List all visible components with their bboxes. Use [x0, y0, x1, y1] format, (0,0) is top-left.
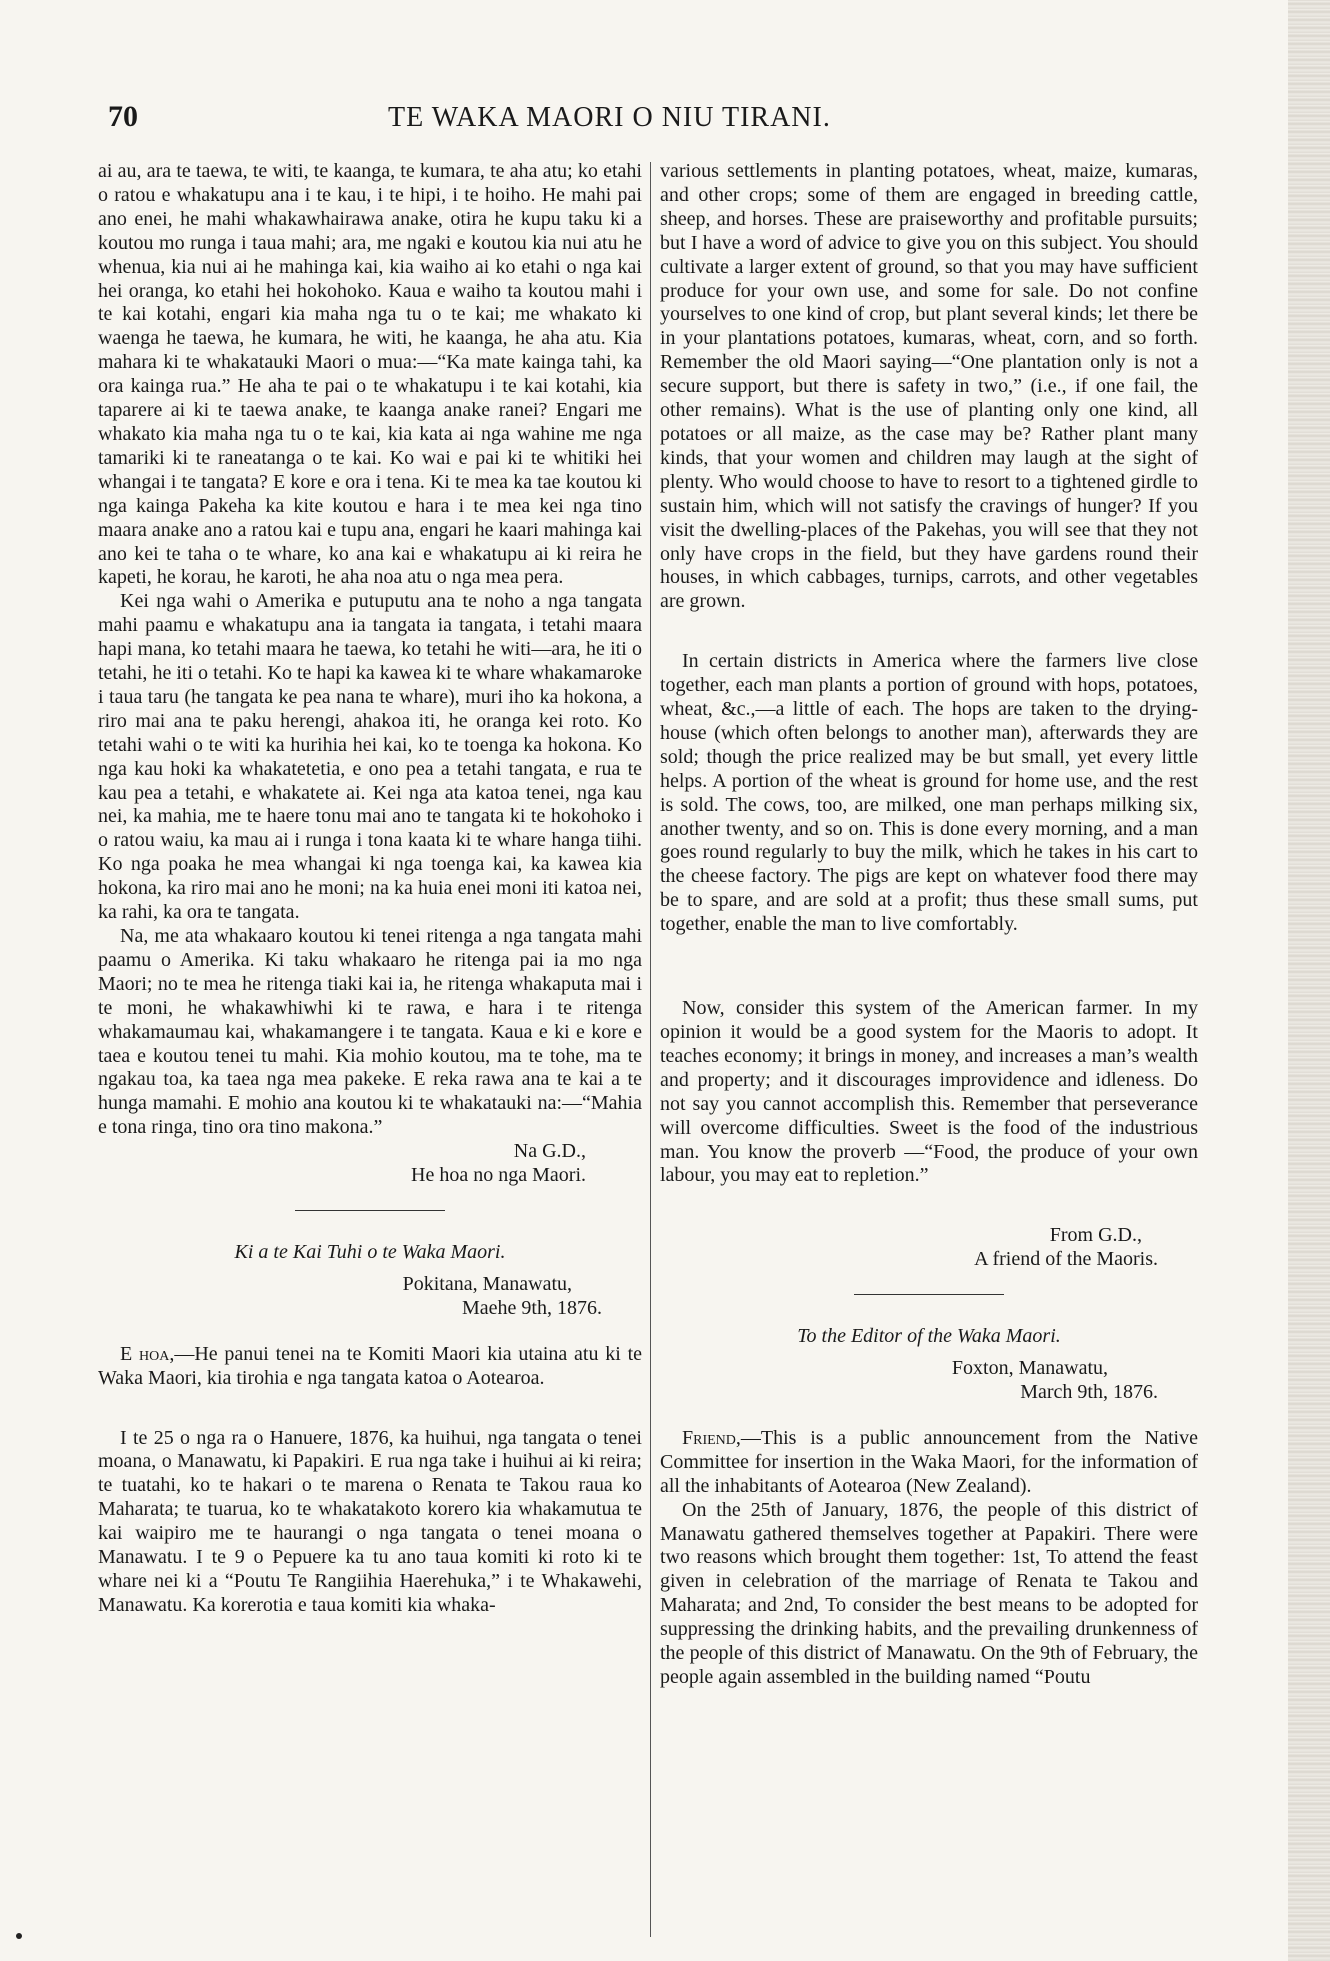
english-paragraph-5: On the 25th of January, 1876, the people of this district of Manawatu gathered themselves together at Papakiri. There were two reasons which brought them together: 1st, To attend the feast given in celebration of the marriage of Renata te Takou and Maharata; and 2nd, To consider the best means to be adopted for suppressing the drinking habits, and the prevailing drunkenness of the people of this district of Manawatu. On the 9th of February, the people again assembled in the building named “Poutu: [660, 1498, 1198, 1688]
english-paragraph-1: various settlements in planting potatoes, wheat, maize, kumaras, and other crops; some of them are engaged in breeding cattle, sheep, and horses. These are praiseworthy and profitable pursuits; but I have a word of advice to give you on this subject. You should cultivate a larger extent of ground, so that you may have sufficient produce for your own use, and some for sale. Do not confine yourselves to one kind of crop, but plant several kinds; let there be in your plantations potatoes, kumaras, wheat, corn, and so forth. Remember the old Maori saying—“One plantation only is not a secure support, but there is safety in two,” (i.e., if one fail, the other remains). What is the use of planting only one kind, all potatoes or all maize, as the case may be? Rather plant many kinds, that your women and children may laugh at the sight of plenty. Who would choose to have to resort to a tightened girdle to sustain him, which will not satisfy the cravings of hunger? If you visit the dwelling-places of the Pakehas, you will see that they not only have crops in the field, but they have gardens round their houses, in which cabbages, turnips, carrots, and other vegetables are grown.: [660, 160, 1198, 613]
english-salutation: Friend,: [682, 1426, 741, 1449]
maori-paragraph-1: ai au, ara te taewa, te witi, te kaanga, te kumara, te aha atu; ko etahi o ratou e whakatupu ana i te kau, i te hipi, i te hoiho. He mahi pai ano enei, he mahi whakawhairawa anake, otira he kupu taku ki a koutou mo runga i taua mahi; ara, me ngaki e koutou kia nui atu he whenua, kia nui ai he mahinga kai, kia waiho ai ko etahi o nga kai hei oranga, ko etahi hei hokohoko. Kaua e waiho ta koutou mahi i te kai kotahi, engari kia maha nga tu o te kai; me whakato ki waenga he taewa, he kumara, he witi, he kaanga, he aha atu. Kia mahara ki te whakatauki Maori o mua:—“Ka mate kainga tahi, ka ora kainga rua.” He aha te pai o te whakatupu i te kai kotahi, kia taparere ai ki te taewa anake, te kaanga anake ranei? Engari me whakato kia maha nga tu o te kai, kia kata ai nga wahine me nga tamariki ki te raneatanga o te kai. Ko wai e pai ki te whitiki hei whangai i te tangata? E kore e ora i tena. Ki te mea ka tae koutou ki nga kainga Pakeha ka kite koutou e hara i te mea kei nga tino maara anake ano a ratou kai e tupu ana, engari he kaari mahinga kai ano kei te taha o te whare, ko ana kai e whakatupu ai ki reira he kapeti, he korau, he karoti, he aha noa atu o nga mea pera.: [98, 160, 642, 589]
page-mark: [16, 1933, 22, 1939]
section-rule: [854, 1294, 1004, 1295]
english-dateline-place: Foxton, Manawatu,: [951, 1357, 1108, 1380]
maori-dateline-date: Maehe 9th, 1876.: [462, 1296, 602, 1319]
english-paragraph-3: Now, consider this system of the American farmer. In my opinion it would be a good system for the Maoris to adopt. It teaches economy; it brings in money, and increases a man’s wealth and property; and it discourages improvidence and idleness. Do not say you cannot accomplish this. Remember that perseverance will overcome difficulties. Sweet is the food of the industrious man. You know the proverb —“Food, the produce of your own labour, you may eat to repletion.”: [660, 997, 1198, 1187]
english-signature-title: A friend of the Maoris.: [974, 1248, 1158, 1271]
column-divider: [650, 162, 651, 1937]
english-letter-heading: To the Editor of the Waka Maori.: [797, 1325, 1061, 1348]
maori-signature-title: He hoa no nga Maori.: [411, 1164, 586, 1187]
maori-salutation: E hoa,: [120, 1342, 175, 1365]
maori-paragraph-2: Kei nga wahi o Amerika e putuputu ana te noho a nga tangata mahi paamu e whakatupu ana ia tangata ia tangata, i tetahi maara hapi mana, ko tetahi maara he taewa, ko tetahi he witi—ara, he iti o tetahi, he iti o tetahi. Ko te hapi ka kawea ki te whare whakamaroke i taua taru (he tangata ke pea nana te whare), muri iho ka hokona, a riro mai ana te paku herengi, ahakoa iti, he oranga kei roto. Ko tetahi wahi o te witi ka hurihia hei kai, ko te toenga ka hokona. Ko nga kau hoki ka whakatetetia, e ono pea a tetahi tangata, e rua te kau pea a tetahi, e whakatete ai. Kei nga ata katoa tenei, nga kau nei, ka mahia, me te haere tonu mai ano te tangata ki te hokohoko i o ratou waiu, ka mau ai i runga i tona kaata ki te whare hanga tiihi. Ko nga poaka he mea whangai ki nga toenga kai, ka kawea kia hokona, ka riro mai ano he moni; na ka huia enei moni iti katoa nei, ka rahi, ka ora te tangata.: [98, 590, 642, 924]
journal-title: TE WAKA MAORI O NIU TIRANI.: [388, 102, 831, 133]
maori-letter-heading: Ki a te Kai Tuhi o te Waka Maori.: [234, 1240, 506, 1263]
maori-paragraph-4: —He panui tenei na te Komiti Maori kia utaina atu ki te Waka Maori, kia tirohia e nga tangata katoa o Aotearoa.: [98, 1342, 642, 1389]
english-signature-name: From G.D.,: [1049, 1224, 1142, 1247]
maori-paragraph-3: Na, me ata whakaaro koutou ki tenei ritenga a nga tangata mahi paamu o Amerika. Ki taku whakaaro he ritenga pai ia mo nga Maori; no te mea he ritenga tiaki kai ia, he ritenga whakaputa mai i te moni, he whakawhiwhi ki te rawa, e hara i te ritenga whakamaumau kai, whakamangere i te tangata. Kaua e ki e kore e taea e koutou tenei tu mahi. Kia mohio koutou, ma te tohe, ma te ngakau toa, ka taea nga mea pakeke. E reka rawa ana te kai a te hunga mamahi. E mohio ana koutou ki te whakatauki na:—“Mahia e tona ringa, tino ora tino makona.”: [98, 925, 642, 1139]
maori-dateline-place: Pokitana, Manawatu,: [402, 1272, 572, 1295]
binding-edge: [1288, 0, 1330, 1961]
maori-signature-name: Na G.D.,: [513, 1140, 586, 1163]
english-dateline-date: March 9th, 1876.: [1020, 1380, 1158, 1403]
english-paragraph-2: In certain districts in America where the farmers live close together, each man plants a portion of ground with hops, potatoes, wheat, &c.,—a little of each. The hops are taken to the drying-house (which often belongs to another man), afterwards they are sold; though the price realized may be but small, yet every little helps. A portion of the wheat is ground for home use, and the rest is sold. The cows, too, are milked, one man perhaps milking six, another twenty, and so on. This is done every morning, and a man goes round regularly to buy the milk, which he takes in his cart to the cheese factory. The pigs are kept on whatever food there may be to spare, and are sold at a profit; thus these small sums, put together, enable the man to live comfortably.: [660, 650, 1198, 936]
page-header: [108, 100, 1198, 140]
english-column: [660, 160, 1198, 1930]
section-rule: [295, 1210, 445, 1211]
english-paragraph-4: —This is a public announcement from the Native Committee for insertion in the Waka Maori, for the information of all the inhabitants of Aotearoa (New Zealand).: [660, 1426, 1198, 1497]
page-number: 70: [108, 100, 138, 133]
maori-paragraph-5: I te 25 o nga ra o Hanuere, 1876, ka huihui, nga tangata o tenei moana, o Manawatu, ki Papakiri. E rua nga take i huihui ai ki reira; te tuatahi, ko te hakari o te marena o Renata te Takou raua ko Maharata; te tuarua, ko te whakatakoto korero kia whakamutua te kai waipiro me te haurangi o nga tangata o tenei moana o Manawatu. I te 9 o Pepuere ka tu ano taua komiti ki roto ki te whare nei ki a “Poutu Te Rangiihia Haerehuka,” i te Whakawehi, Manawatu. Ka korerotia e taua komiti kia whaka-: [98, 1426, 642, 1616]
maori-column: [98, 160, 642, 1930]
